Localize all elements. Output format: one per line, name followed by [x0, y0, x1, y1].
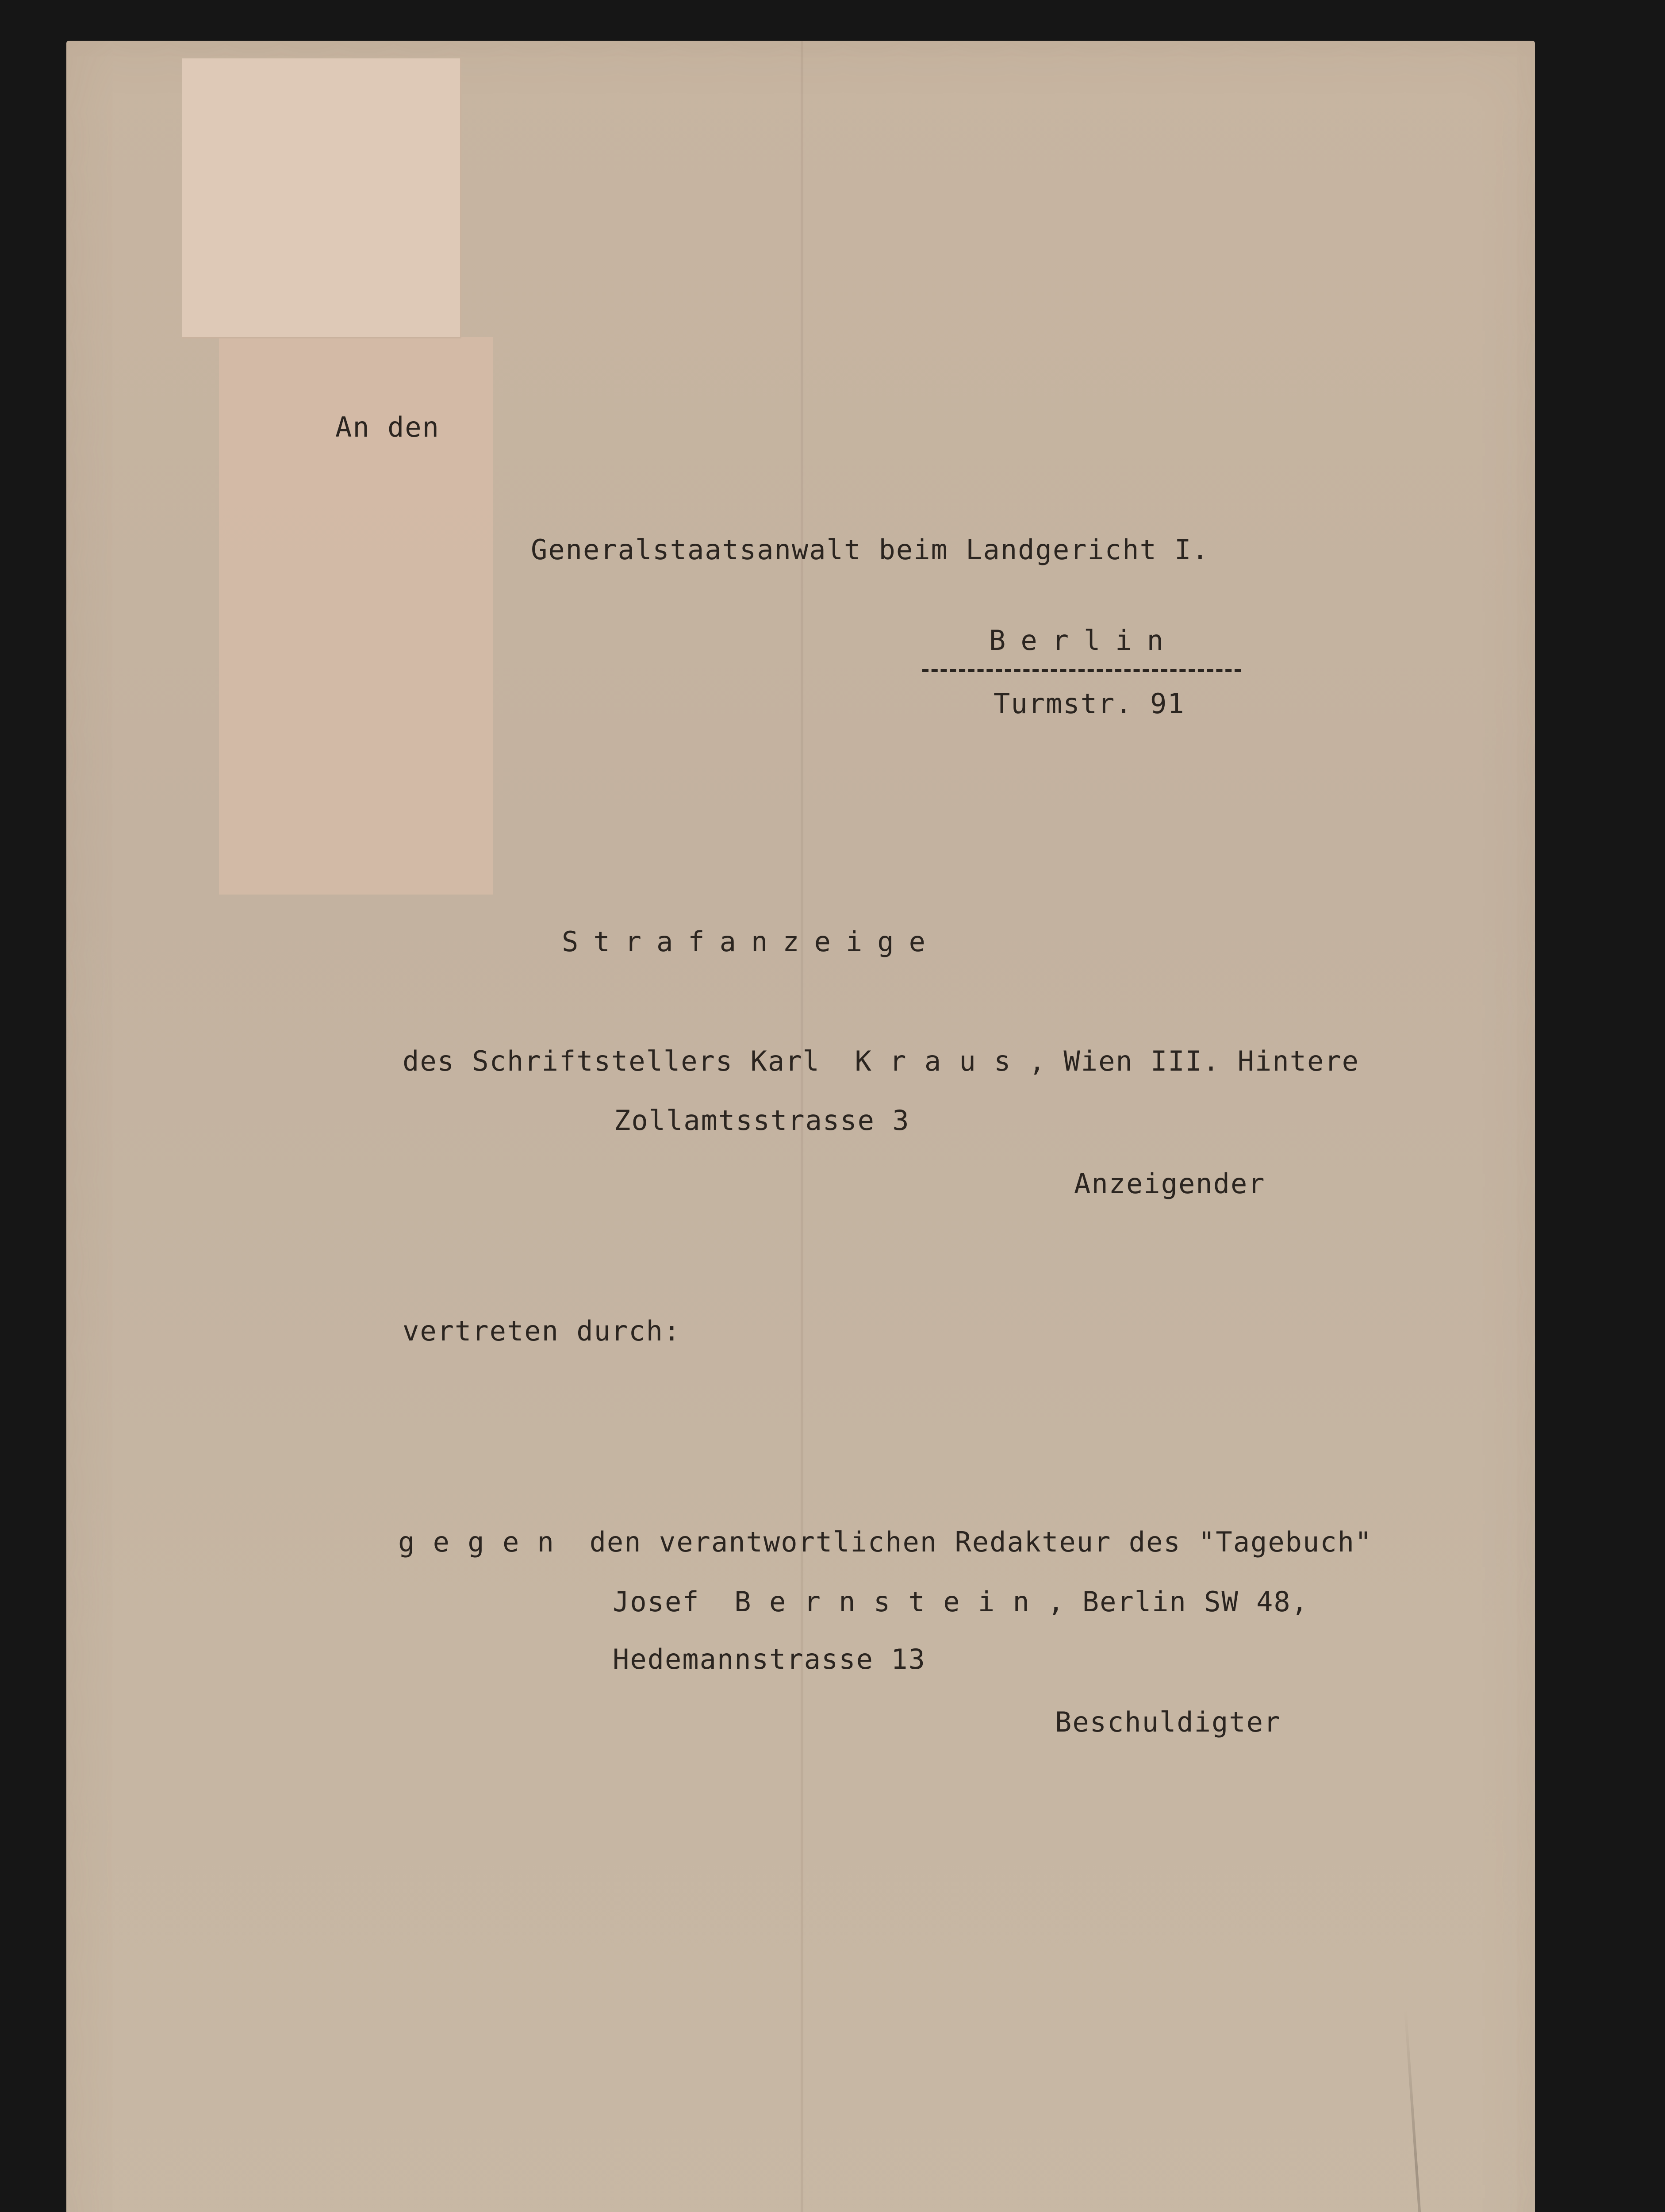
against-line-1: g e g e n den verantwortlichen Redakteur des "Tagebuch" — [398, 1526, 1373, 1558]
complainant-line-1: des Schriftstellers Karl K r a u s , Wien III. Hintere — [403, 1045, 1359, 1077]
complainant-role: Anzeigender — [1074, 1167, 1266, 1200]
against-line-2: Josef B e r n s t e i n , Berlin SW 48, — [613, 1586, 1309, 1618]
against-line-3: Hedemannstrasse 13 — [613, 1643, 926, 1675]
adhesive-tape — [182, 58, 461, 338]
recipient-intro: An den — [335, 411, 440, 443]
page-title: Strafanzeige — [562, 926, 940, 958]
paper-crease — [1404, 2010, 1430, 2212]
street: Turmstr. 91 — [994, 687, 1185, 720]
complainant-line-2: Zollamtsstrasse 3 — [614, 1104, 910, 1137]
represented-by: vertreten durch: — [403, 1315, 681, 1347]
city-underline — [922, 669, 1241, 672]
recipient: Generalstaatsanwalt beim Landgericht I. — [531, 534, 1209, 566]
city: Berlin — [989, 624, 1178, 657]
accused-role: Beschuldigter — [1055, 1706, 1281, 1738]
